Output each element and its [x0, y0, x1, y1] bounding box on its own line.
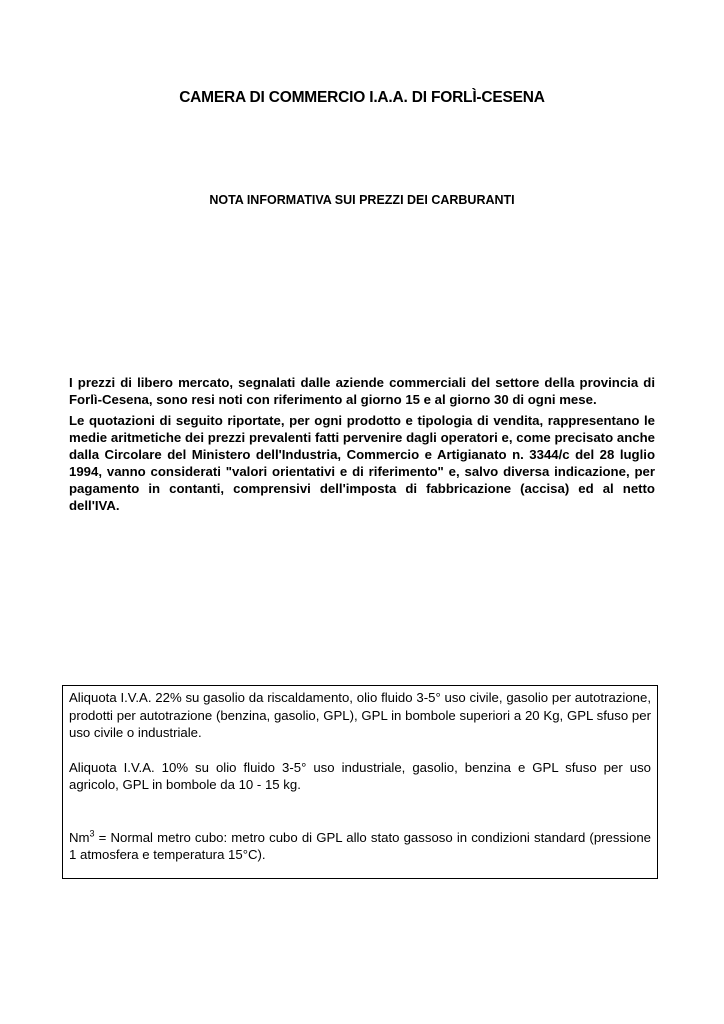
vat-22-note: Aliquota I.V.A. 22% su gasolio da riscaldamento, olio fluido 3-5° uso civile, gasolio per autotrazione, prodotti per autotrazione (benzina, gasolio, GPL), GPL in bombole superiori a 20 Kg, GPL sfuso per uso civile o industriale. [69, 690, 651, 740]
page-subtitle: NOTA INFORMATIVA SUI PREZZI DEI CARBURANTI [209, 193, 515, 207]
nm3-unit: Nm [69, 829, 90, 845]
vat-10-note: Aliquota I.V.A. 10% su olio fluido 3-5° uso industriale, gasolio, benzina e GPL sfuso per uso agricolo, GPL in bombole da 10 - 15 kg. [69, 759, 651, 792]
intro-section [69, 374, 655, 518]
page-title: CAMERA DI COMMERCIO I.A.A. DI FORLÌ-CESENA [179, 89, 545, 106]
nm3-definition-text: = Normal metro cubo: metro cubo di GPL allo stato gassoso in condizioni standard (pressione 1 atmosfera e temperatura 15°C). [69, 829, 651, 862]
intro-paragraph-2: Le quotazioni di seguito riportate, per ogni prodotto e tipologia di vendita, rappresentano le medie aritmetiche dei prezzi prevalenti fatti pervenire dagli operatori e, come precisato anche dalla Circolare del Ministero dell'Industria, Commercio e Artigianato n. 3344/c del 28 luglio 1994, vanno considerati "valori orientativi e di riferimento" e, salvo diversa indicazione, per pagamento in contanti, comprensivi dell'imposta di fabbricazione (accisa) ed al netto dell'IVA. [69, 413, 655, 513]
nm3-definition-note [69, 829, 651, 864]
nm3-exponent: 3 [89, 828, 95, 839]
vat-notes-box [62, 685, 658, 879]
intro-paragraph-1: I prezzi di libero mercato, segnalati dalle aziende commerciali del settore della provincia di Forlì-Cesena, sono resi noti con riferimento al giorno 15 e al giorno 30 di ogni mese. [69, 375, 655, 407]
